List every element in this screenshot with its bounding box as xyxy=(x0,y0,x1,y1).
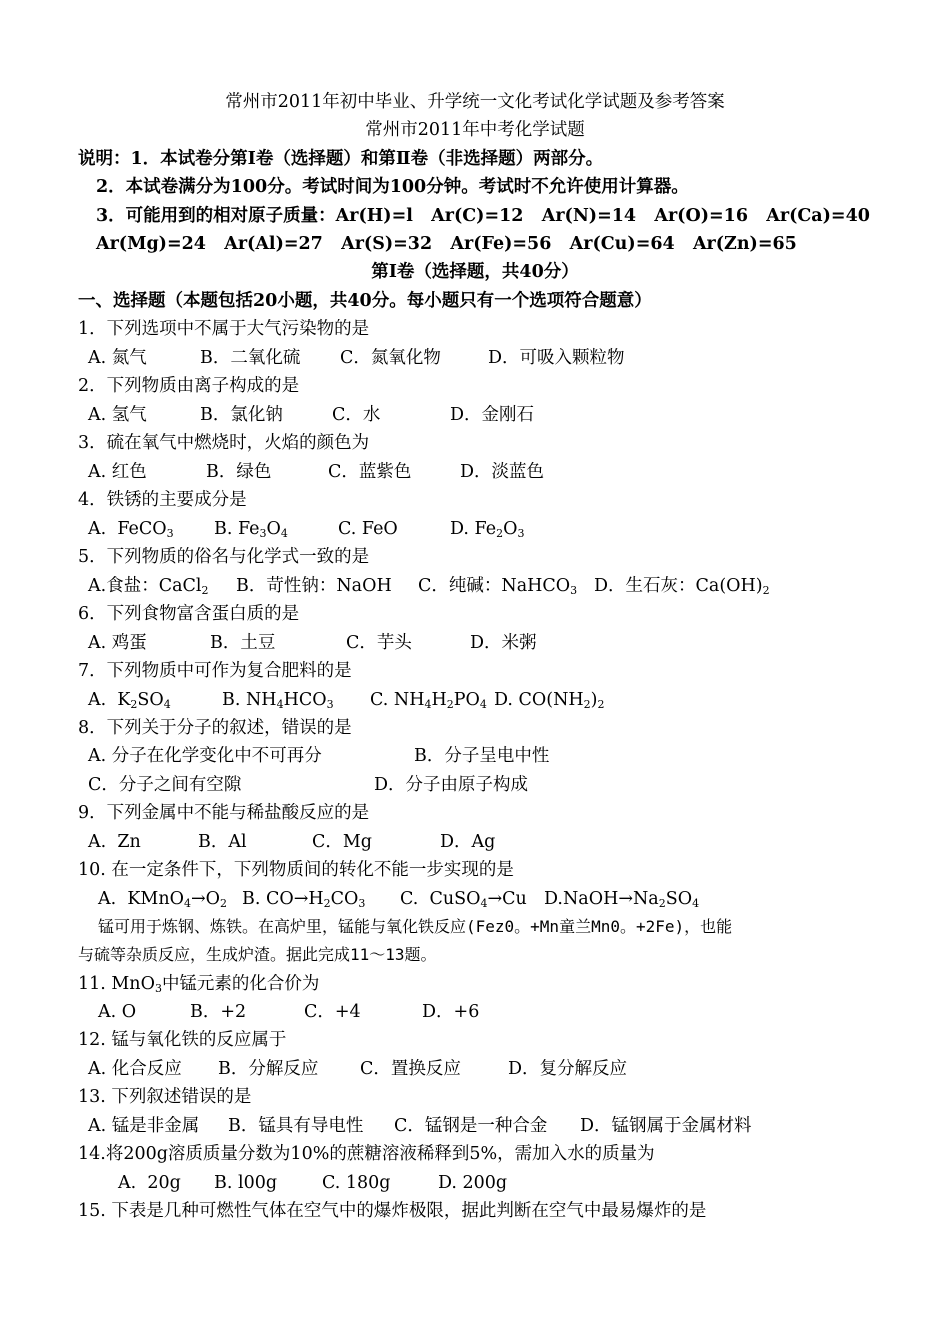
option-a[interactable]: A.食盐：CaCl$_2$ xyxy=(88,576,209,597)
option-c[interactable]: C．蓝紫色 xyxy=(328,462,412,482)
passage-line-2: 与硫等杂质反应，生成炉渣。据此完成11～13题。 xyxy=(78,945,437,964)
option-a[interactable]: A. FeCO$_3$ xyxy=(88,519,174,540)
question-2-stem: 2．下列物质由离子构成的是 xyxy=(78,376,300,396)
question-9-stem: 9．下列金属中不能与稀盐酸反应的是 xyxy=(78,803,370,823)
option-d[interactable]: D．生石灰：$Ca(OH)_2$ xyxy=(594,576,770,597)
option-c[interactable]: C. 180g xyxy=(322,1173,391,1193)
option-d[interactable]: D．米粥 xyxy=(470,633,537,653)
option-d[interactable]: D. 200g xyxy=(438,1173,508,1193)
option-b[interactable]: B. l00g xyxy=(214,1173,278,1193)
option-a[interactable]: A. 红色 xyxy=(88,462,147,482)
option-b[interactable]: B．苛性钠：NaOH xyxy=(236,576,392,596)
option-b[interactable]: B．土豆 xyxy=(210,633,276,653)
option-a[interactable]: A. $KMnO_4\to O_2$ xyxy=(98,889,227,910)
option-a[interactable]: A. 化合反应 xyxy=(88,1059,182,1079)
option-a[interactable]: A. 氢气 xyxy=(88,405,147,425)
option-a[interactable]: A. O xyxy=(98,1002,137,1022)
instruction-line-2: 2．本试卷满分为100分。考试时间为100分钟。考试时不允许使用计算器。 xyxy=(96,177,689,197)
option-c[interactable]: C．置换反应 xyxy=(360,1059,461,1079)
option-c[interactable]: C．芋头 xyxy=(346,633,412,653)
question-10-stem: 10. 在一定条件下，下列物质间的转化不能一步实现的是 xyxy=(78,860,514,880)
instruction-line-1: 说明：1．本试卷分第Ⅰ卷（选择题）和第Ⅱ卷（非选择题）两部分。 xyxy=(78,149,604,169)
option-a[interactable]: A. 锰是非金属 xyxy=(88,1116,200,1136)
option-d[interactable]: D．Ag xyxy=(440,832,496,852)
question-5-stem: 5．下列物质的俗名与化学式一致的是 xyxy=(78,547,370,567)
question-7-stem: 7．下列物质中可作为复合肥料的是 xyxy=(78,661,352,681)
option-d[interactable]: D．金刚石 xyxy=(450,405,535,425)
option-d[interactable]: D．锰钢属于金属材料 xyxy=(580,1116,752,1136)
option-d[interactable]: D．淡蓝色 xyxy=(460,462,545,482)
option-d[interactable]: D．复分解反应 xyxy=(508,1059,628,1079)
passage-line-1: 锰可用于炼钢、炼铁。在高炉里，锰能与氧化铁反应(Fez0。+Mn童兰Mn0。+2Fe)，也能 xyxy=(98,917,733,936)
section-heading: 一、选择题（本题包括20小题，共40分。每小题只有一个选项符合题意） xyxy=(78,291,652,311)
option-a[interactable]: A. 鸡蛋 xyxy=(88,633,147,653)
option-d[interactable]: D. $CO(NH_2)_2$ xyxy=(494,690,605,711)
option-b[interactable]: B. $Fe_3O_4$ xyxy=(214,519,288,540)
instruction-line-4: Ar(Mg)=24 Ar(Al)=27 Ar(S)=32 Ar(Fe)=56 Ar(Cu)=64 Ar(Zn)=65 xyxy=(96,234,797,254)
option-a[interactable]: A. 20g xyxy=(118,1173,181,1193)
option-a[interactable]: A. 分子在化学变化中不可再分 xyxy=(88,746,322,766)
option-c[interactable]: C．水 xyxy=(332,405,381,425)
option-c[interactable]: C. FeO xyxy=(338,519,398,539)
option-b[interactable]: B．二氧化硫 xyxy=(200,348,301,368)
option-b[interactable]: B．Al xyxy=(198,832,247,852)
question-14-stem: 14.将200g溶质质量分数为10%的蔗糖溶液稀释到5%，需加入水的质量为 xyxy=(78,1144,655,1164)
question-3-stem: 3．硫在氧气中燃烧时，火焰的颜色为 xyxy=(78,433,370,453)
option-d[interactable]: D. $Fe_2O_3$ xyxy=(450,519,525,540)
instruction-line-3: 3．可能用到的相对原子质量：Ar(H)=l Ar(C)=12 Ar(N)=14 Ar(O)=16 Ar(Ca)=40 xyxy=(96,206,870,226)
option-b[interactable]: B．氯化钠 xyxy=(200,405,283,425)
question-11-stem: 11. MnO$_3$中锰元素的化合价为 xyxy=(78,974,320,995)
option-c[interactable]: C．锰钢是一种合金 xyxy=(394,1116,548,1136)
option-c[interactable]: C. CuSO$_4$→Cu xyxy=(400,889,527,910)
option-b[interactable]: B．锰具有导电性 xyxy=(228,1116,364,1136)
option-a[interactable]: A. 氮气 xyxy=(88,348,147,368)
option-a[interactable]: A. Zn xyxy=(88,832,141,852)
question-1-stem: 1．下列选项中不属于大气污染物的是 xyxy=(78,319,370,339)
option-d[interactable]: D．分子由原子构成 xyxy=(374,775,529,795)
question-4-stem: 4．铁锈的主要成分是 xyxy=(78,490,247,510)
question-12-stem: 12. 锰与氧化铁的反应属于 xyxy=(78,1030,287,1050)
option-b[interactable]: B. $CO\to H_2CO_3$ xyxy=(242,889,366,910)
question-6-stem: 6．下列食物富含蛋白质的是 xyxy=(78,604,300,624)
option-c[interactable]: C．氮氧化物 xyxy=(340,348,441,368)
exam-subtitle: 常州市2011年中考化学试题 xyxy=(365,120,585,140)
option-d[interactable]: D．+6 xyxy=(422,1002,480,1022)
option-b[interactable]: B．分解反应 xyxy=(218,1059,319,1079)
option-d[interactable]: $D.NaOH\to Na_2SO_4$ xyxy=(544,889,700,910)
part1-title: 第Ⅰ卷（选择题，共40分） xyxy=(371,262,579,282)
option-d[interactable]: D．可吸入颗粒物 xyxy=(488,348,625,368)
exam-title: 常州市2011年初中毕业、升学统一文化考试化学试题及参考答案 xyxy=(225,92,725,112)
question-13-stem: 13. 下列叙述错误的是 xyxy=(78,1087,252,1107)
option-c[interactable]: C．纯碱：NaHCO$_3$ xyxy=(418,576,578,597)
option-b[interactable]: B．绿色 xyxy=(206,462,272,482)
option-c[interactable]: C．分子之间有空隙 xyxy=(88,775,242,795)
question-15-stem: 15. 下表是几种可燃性气体在空气中的爆炸极限，据此判断在空气中最易爆炸的是 xyxy=(78,1201,707,1221)
option-c[interactable]: C．+4 xyxy=(304,1002,361,1022)
option-a[interactable]: A. $K_2SO_4$ xyxy=(88,690,171,711)
option-b[interactable]: B．分子呈电中性 xyxy=(414,746,550,766)
question-8-stem: 8．下列关于分子的叙述，错误的是 xyxy=(78,718,352,738)
option-c[interactable]: C. $NH_4H_2PO_4$ xyxy=(370,690,487,711)
option-b[interactable]: B．+2 xyxy=(190,1002,247,1022)
option-b[interactable]: B. $NH_4HCO_3$ xyxy=(222,690,334,711)
option-c[interactable]: C．Mg xyxy=(312,832,373,852)
